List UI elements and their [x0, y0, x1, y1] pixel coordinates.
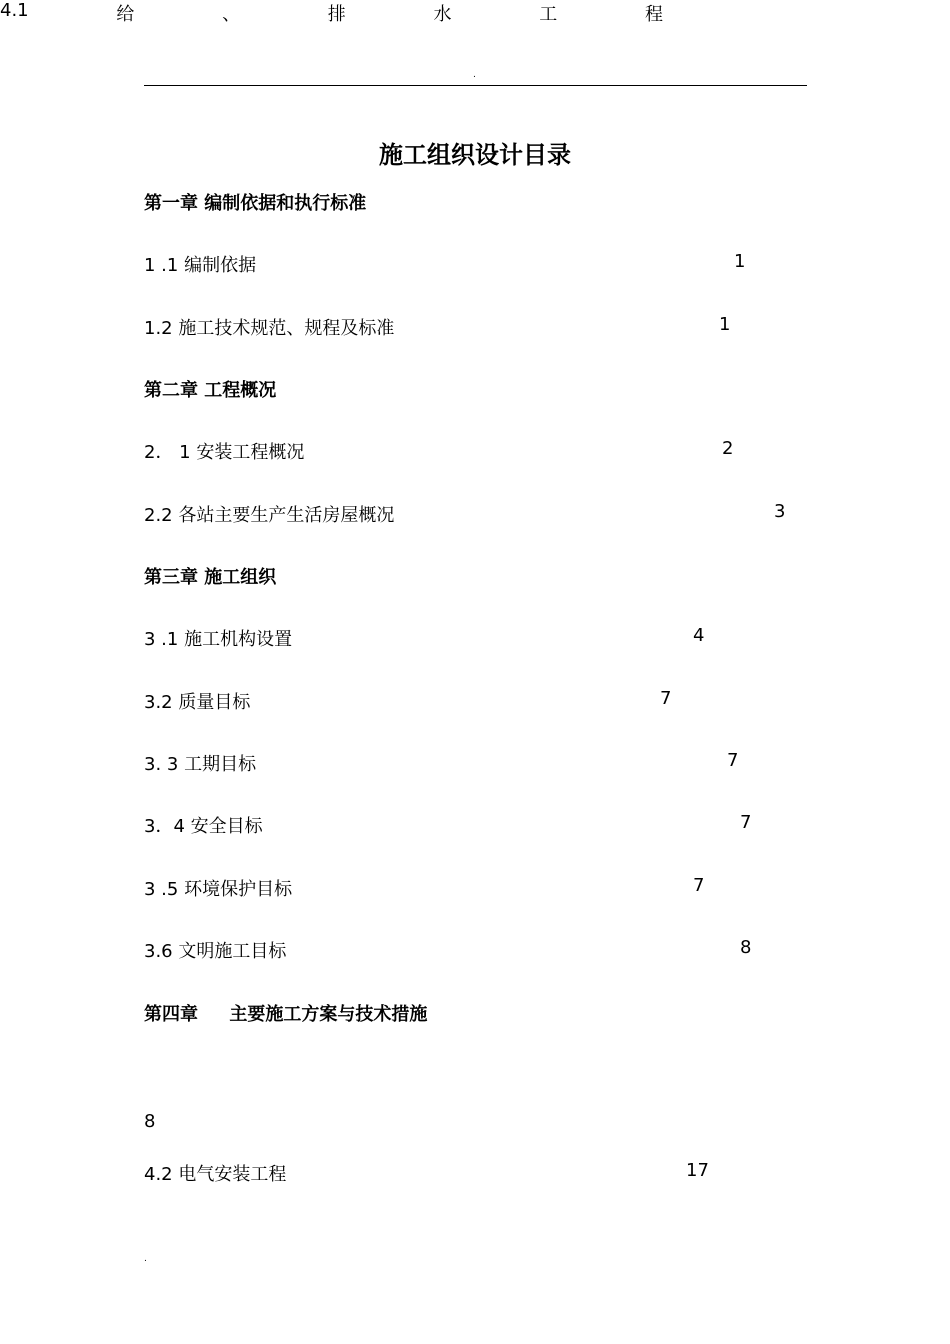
- toc-entry-3-1-title: 3 .1 施工机构设置: [144, 629, 293, 650]
- toc-entry-1-2-page: 1: [719, 314, 731, 335]
- toc-entry-2-1-title: 2． 1 安装工程概况: [144, 442, 305, 463]
- toc-entry-3-4-title: 3．4 安全目标: [144, 816, 263, 837]
- chapter-2-heading: 第二章 工程概况: [144, 380, 277, 401]
- toc-entry-2-2-title: 2.2 各站主要生产生活房屋概况: [144, 505, 395, 526]
- toc-entry-3-3-page: 7: [727, 750, 739, 771]
- toc-entry-3-1-page: 4: [693, 625, 705, 646]
- toc-entry-1-1-title: 1 .1 编制依据: [144, 255, 257, 276]
- toc-entry-1-1-page: 1: [734, 251, 746, 272]
- toc-entry-3-6-page: 8: [740, 937, 752, 958]
- chapter-1-heading: 第一章 编制依据和执行标准: [144, 193, 367, 214]
- toc-entry-3-4-page: 7: [740, 812, 752, 833]
- toc-entry-3-5-page: 7: [693, 875, 705, 896]
- toc-entry-4-1-title: [0, 0, 663, 26]
- toc-entry-4-1-part: 程: [644, 4, 663, 25]
- toc-entry-4-1-part: 工: [539, 4, 558, 25]
- toc-entry-3-2-page: 7: [660, 688, 672, 709]
- toc-entry-4-1-part: 给: [116, 4, 135, 25]
- toc-entry-4-1-part: 4.1: [0, 0, 29, 21]
- toc-entry-3-5-title: 3 .5 环境保护目标: [144, 879, 293, 900]
- header-rule: [144, 85, 807, 86]
- footer-mark: .: [144, 1254, 147, 1264]
- toc-entry-4-2-page: 17: [686, 1160, 709, 1181]
- chapter-4-heading: 第四章 主要施工方案与技术措施: [144, 1004, 428, 1025]
- toc-entry-3-3-title: 3. 3 工期目标: [144, 754, 257, 775]
- header-mark: .: [473, 70, 476, 80]
- toc-entry-4-1-part: 排: [327, 4, 346, 25]
- chapter-3-heading: 第三章 施工组织: [144, 567, 277, 588]
- toc-entry-4-1-page: 8: [144, 1111, 156, 1132]
- page-title: 施工组织设计目录: [379, 141, 571, 169]
- toc-entry-1-2-title: 1.2 施工技术规范、规程及标准: [144, 318, 395, 339]
- toc-entry-3-2-title: 3.2 质量目标: [144, 692, 251, 713]
- toc-entry-4-1-part: 、: [222, 4, 241, 25]
- toc-entry-3-6-title: 3.6 文明施工目标: [144, 941, 287, 962]
- toc-entry-4-2-title: 4.2 电气安装工程: [144, 1164, 287, 1185]
- toc-entry-2-1-page: 2: [722, 438, 734, 459]
- toc-entry-4-1-part: 水: [433, 4, 452, 25]
- toc-entry-2-2-page: 3: [774, 501, 786, 522]
